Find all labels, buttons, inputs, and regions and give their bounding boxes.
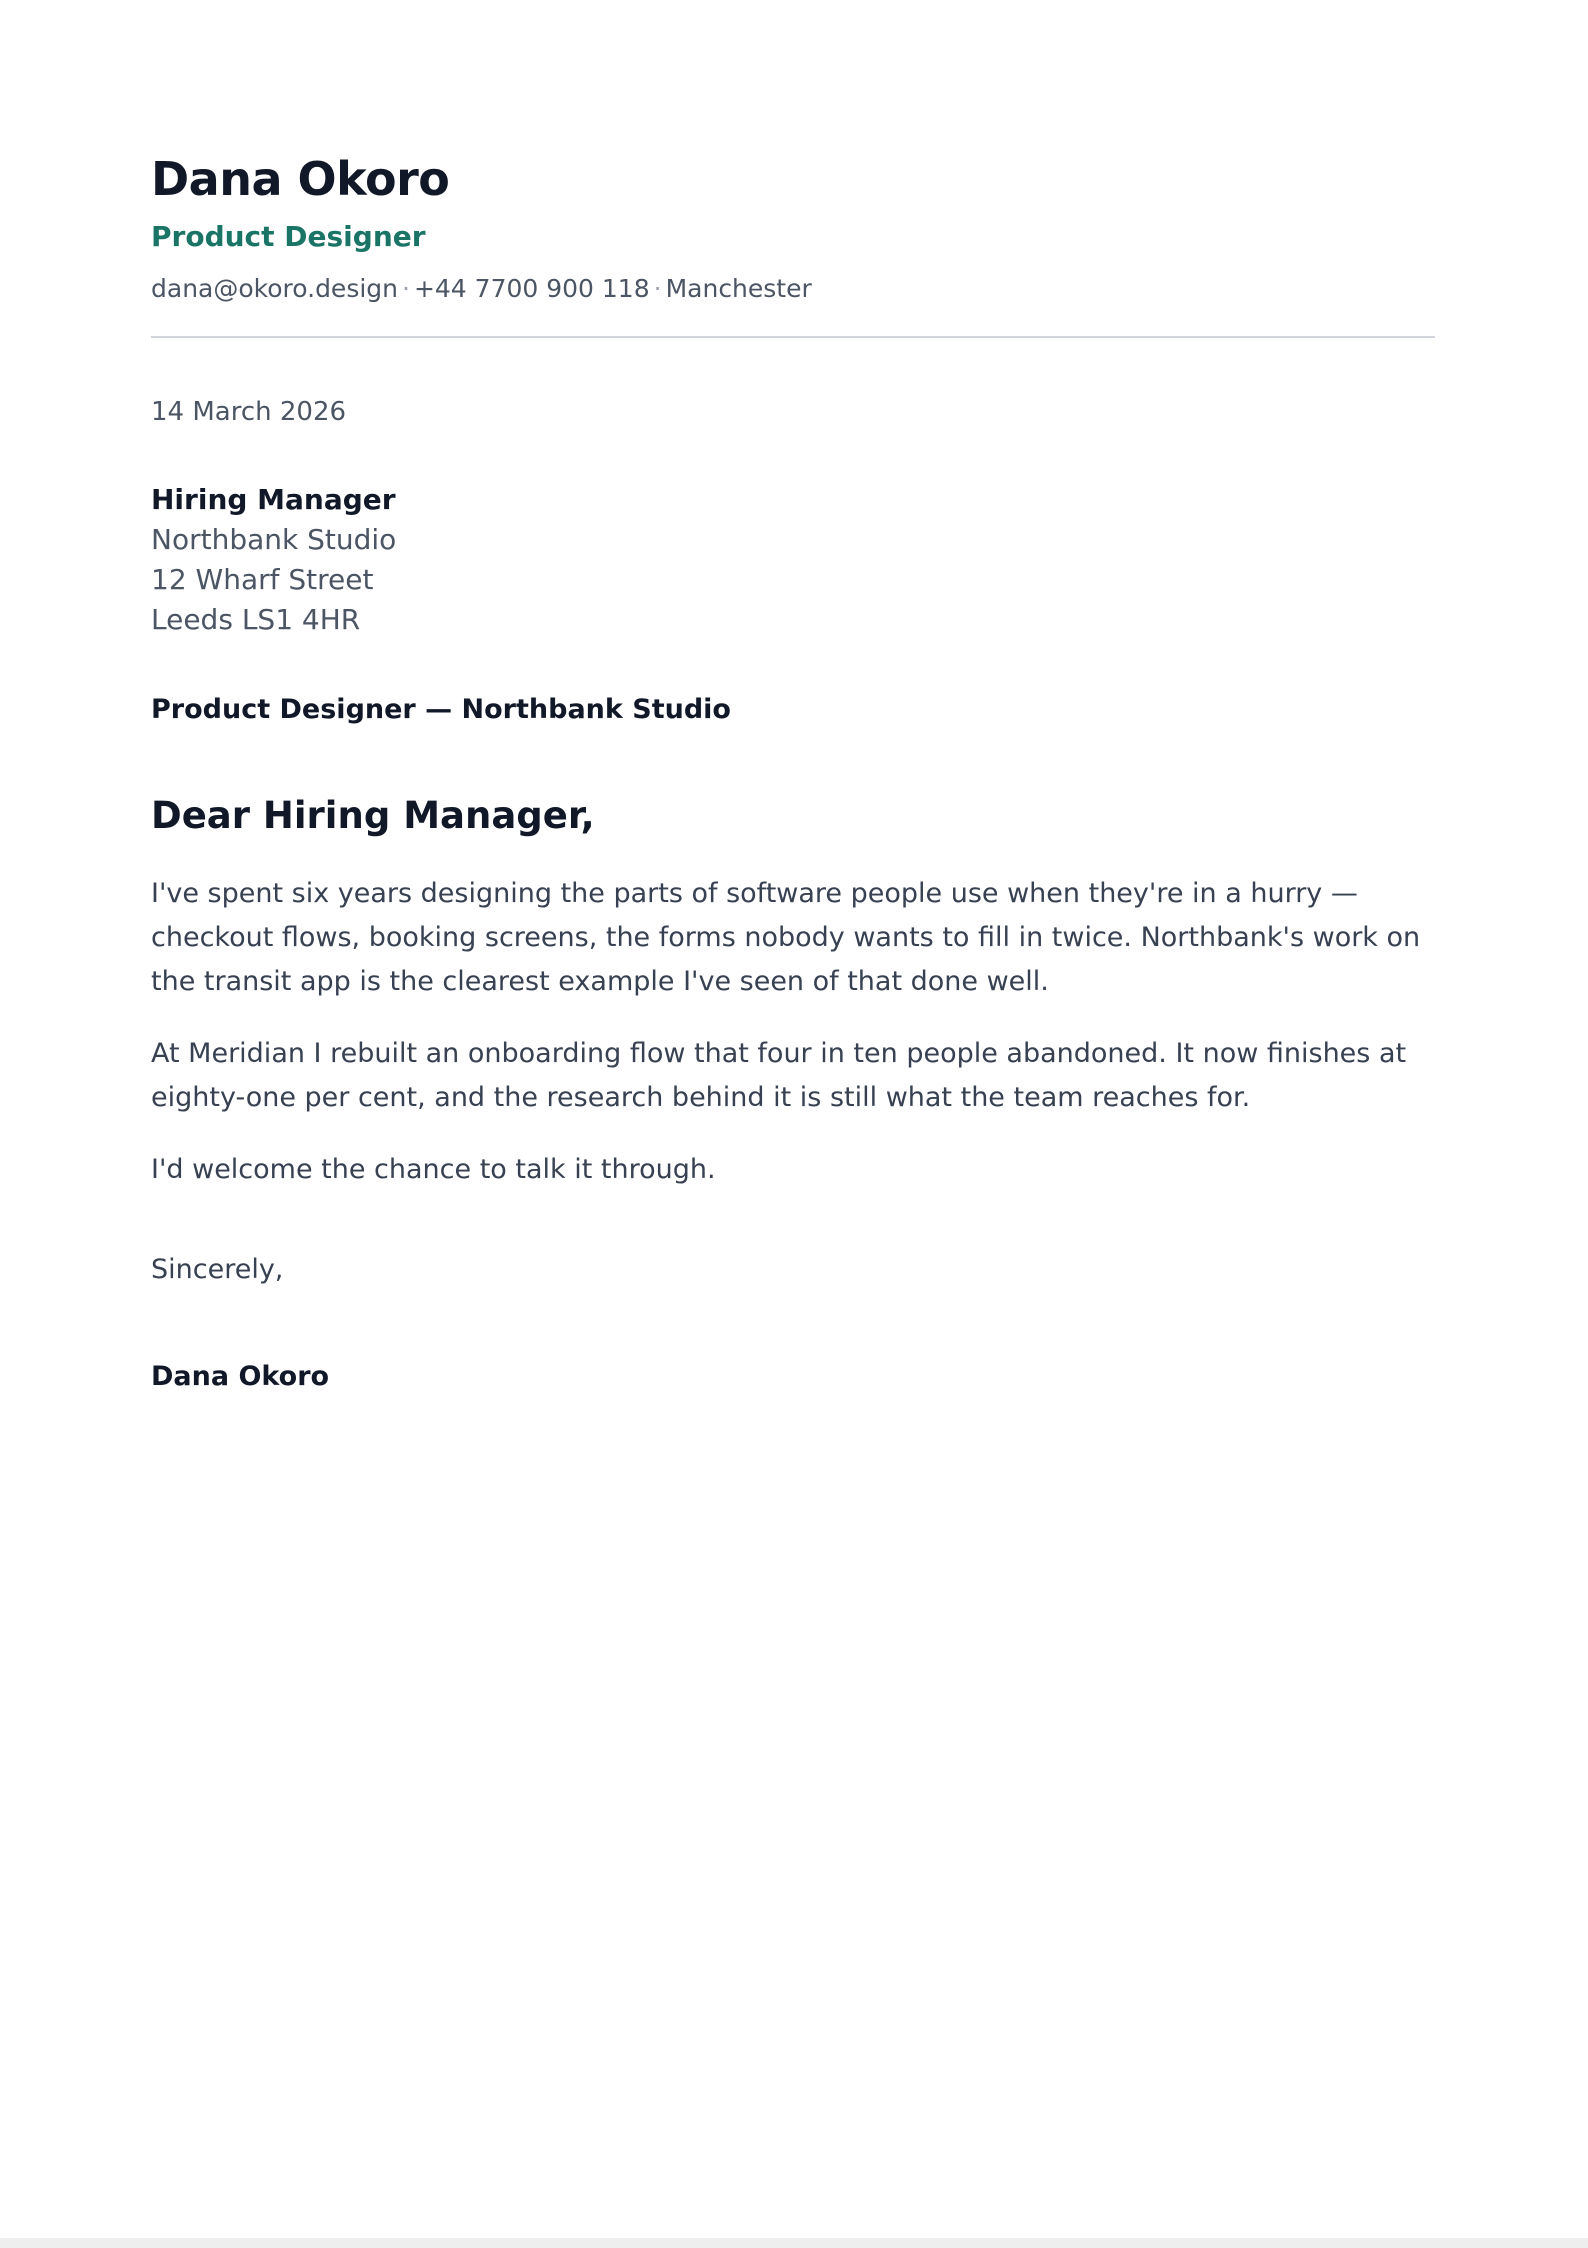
contact-separator: ·	[653, 274, 662, 303]
header-divider	[151, 336, 1435, 338]
sender-role: Product Designer	[151, 220, 426, 253]
letter-date: 14 March 2026	[151, 397, 347, 427]
page-bottom-edge	[0, 2238, 1588, 2248]
recipient-street: 12 Wharf Street	[151, 563, 374, 596]
recipient-title: Hiring Manager	[151, 483, 396, 516]
signature: Dana Okoro	[151, 1361, 330, 1392]
recipient-city: Leeds LS1 4HR	[151, 603, 361, 636]
closing: Sincerely,	[151, 1254, 284, 1285]
recipient-address	[151, 480, 396, 640]
contact-separator: ·	[402, 274, 410, 303]
body-paragraph: I've spent six years designing the parts of software people use when they're in a hurry — checkout flows, booking screens, the forms nobody wants to fill in twice. Northbank's work on the transit app is the clearest example I've seen of that done well.	[151, 878, 1421, 997]
body-paragraph: At Meridian I rebuilt an onboarding flow that four in ten people abandoned. It now finishes at eighty-one per cent, and the research behind it is still what the team reaches for.	[151, 1038, 1407, 1113]
recipient-company: Northbank Studio	[151, 523, 397, 556]
contact-line	[151, 271, 812, 307]
subject-line: Product Designer — Northbank Studio	[151, 694, 731, 725]
sender-name: Dana Okoro	[151, 152, 450, 206]
contact-location: Manchester	[665, 274, 812, 303]
contact-email: dana@okoro.design	[151, 274, 398, 303]
salutation: Dear Hiring Manager,	[151, 794, 595, 837]
body-paragraph: I'd welcome the chance to talk it through.	[151, 1154, 716, 1185]
letter-body	[151, 872, 1435, 1220]
contact-phone: +44 7700 900 118	[413, 274, 650, 303]
